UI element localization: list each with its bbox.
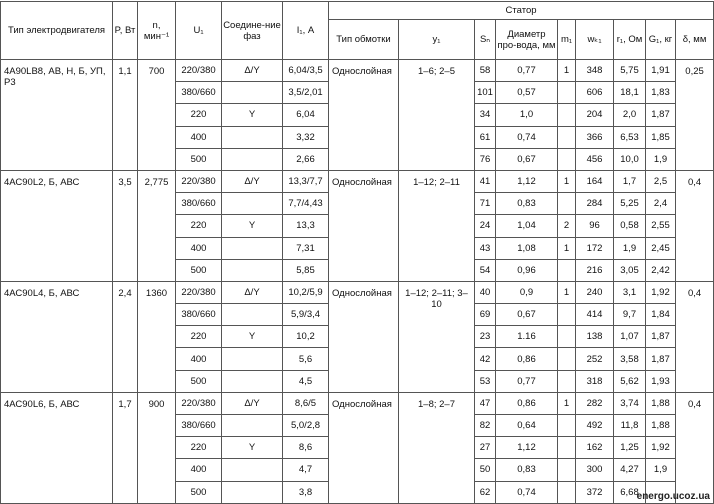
wk1-cell: 216 xyxy=(576,259,614,281)
r1-cell: 9,7 xyxy=(614,304,646,326)
power-cell: 3,5 xyxy=(113,170,138,281)
g1-cell: 1,88 xyxy=(646,415,676,437)
current-cell: 5,9/3,4 xyxy=(283,304,329,326)
m1-cell: 1 xyxy=(558,392,576,414)
r1-cell: 0,58 xyxy=(614,215,646,237)
wk1-cell: 282 xyxy=(576,392,614,414)
current-cell: 3,5/2,01 xyxy=(283,82,329,104)
g1-cell: 1,84 xyxy=(646,304,676,326)
voltage-cell: 500 xyxy=(176,370,222,392)
wk1-cell: 372 xyxy=(576,481,614,503)
y1-cell: 1–6; 2–5 xyxy=(399,60,475,171)
wire-diameter-cell: 1.16 xyxy=(496,326,558,348)
voltage-cell: 400 xyxy=(176,348,222,370)
current-cell: 3,32 xyxy=(283,126,329,148)
current-cell: 8,6 xyxy=(283,437,329,459)
sn-cell: 76 xyxy=(475,148,496,170)
m1-cell: 1 xyxy=(558,281,576,303)
connection-cell: Y xyxy=(222,437,283,459)
power-cell: 1,1 xyxy=(113,60,138,171)
wk1-cell: 96 xyxy=(576,215,614,237)
g1-cell: 1,87 xyxy=(646,348,676,370)
m1-cell xyxy=(558,459,576,481)
sn-cell: 34 xyxy=(475,104,496,126)
m1-cell: 1 xyxy=(558,170,576,192)
m1-cell xyxy=(558,193,576,215)
voltage-cell: 220 xyxy=(176,104,222,126)
power-cell: 2,4 xyxy=(113,281,138,392)
sn-cell: 27 xyxy=(475,437,496,459)
header-wire-diameter: Диаметр про-вода, мм xyxy=(496,20,558,60)
r1-cell: 5,62 xyxy=(614,370,646,392)
connection-cell xyxy=(222,415,283,437)
sn-cell: 61 xyxy=(475,126,496,148)
current-cell: 13,3/7,7 xyxy=(283,170,329,192)
current-cell: 6,04/3,5 xyxy=(283,60,329,82)
sn-cell: 24 xyxy=(475,215,496,237)
g1-cell: 1,93 xyxy=(646,370,676,392)
sn-cell: 50 xyxy=(475,459,496,481)
g1-cell: 1,83 xyxy=(646,82,676,104)
g1-cell: 2,4 xyxy=(646,193,676,215)
header-stator: Статор xyxy=(329,2,714,20)
voltage-cell: 220 xyxy=(176,215,222,237)
g1-cell: 1,92 xyxy=(646,281,676,303)
wire-diameter-cell: 1,12 xyxy=(496,170,558,192)
g1-cell: 1,92 xyxy=(646,437,676,459)
header-sn: Sₙ xyxy=(475,20,496,60)
sn-cell: 101 xyxy=(475,82,496,104)
voltage-cell: 500 xyxy=(176,259,222,281)
wire-diameter-cell: 1,12 xyxy=(496,437,558,459)
m1-cell xyxy=(558,82,576,104)
wire-diameter-cell: 0,74 xyxy=(496,126,558,148)
r1-cell: 4,27 xyxy=(614,459,646,481)
current-cell: 10,2 xyxy=(283,326,329,348)
connection-cell: Δ/Y xyxy=(222,60,283,82)
header-delta: δ, мм xyxy=(676,20,714,60)
sn-cell: 53 xyxy=(475,370,496,392)
g1-cell: 2,5 xyxy=(646,170,676,192)
current-cell: 2,66 xyxy=(283,148,329,170)
delta-cell: 0,4 xyxy=(676,392,714,503)
connection-cell: Y xyxy=(222,326,283,348)
speed-cell: 1360 xyxy=(138,281,176,392)
r1-cell: 1,7 xyxy=(614,170,646,192)
connection-cell xyxy=(222,304,283,326)
sn-cell: 82 xyxy=(475,415,496,437)
watermark: energo.ucoz.ua xyxy=(636,491,710,502)
sn-cell: 47 xyxy=(475,392,496,414)
g1-cell: 2,42 xyxy=(646,259,676,281)
voltage-cell: 220/380 xyxy=(176,170,222,192)
wk1-cell: 172 xyxy=(576,237,614,259)
sn-cell: 54 xyxy=(475,259,496,281)
table-body xyxy=(1,60,714,504)
m1-cell xyxy=(558,437,576,459)
motor-type-cell: 4А90LB8, АВ, Н, Б, УП, Р3 xyxy=(1,60,113,171)
voltage-cell: 380/660 xyxy=(176,415,222,437)
voltage-cell: 220 xyxy=(176,326,222,348)
g1-cell: 2,55 xyxy=(646,215,676,237)
wire-diameter-cell: 0,83 xyxy=(496,193,558,215)
winding-type-cell: Однослойная xyxy=(329,60,399,171)
power-cell: 1,7 xyxy=(113,392,138,503)
r1-cell: 3,1 xyxy=(614,281,646,303)
wire-diameter-cell: 0,57 xyxy=(496,82,558,104)
r1-cell: 3,74 xyxy=(614,392,646,414)
wk1-cell: 240 xyxy=(576,281,614,303)
g1-cell: 1,85 xyxy=(646,126,676,148)
m1-cell xyxy=(558,326,576,348)
m1-cell: 1 xyxy=(558,237,576,259)
wire-diameter-cell: 0,67 xyxy=(496,148,558,170)
sn-cell: 43 xyxy=(475,237,496,259)
wk1-cell: 366 xyxy=(576,126,614,148)
speed-cell: 2,775 xyxy=(138,170,176,281)
table-row xyxy=(1,281,714,303)
r1-cell: 1,07 xyxy=(614,326,646,348)
m1-cell xyxy=(558,370,576,392)
y1-cell: 1–8; 2–7 xyxy=(399,392,475,503)
header-i1: I₁, А xyxy=(283,2,329,60)
connection-cell: Y xyxy=(222,215,283,237)
y1-cell: 1–12; 2–11; 3–10 xyxy=(399,281,475,392)
wk1-cell: 300 xyxy=(576,459,614,481)
r1-cell: 6,53 xyxy=(614,126,646,148)
delta-cell: 0,25 xyxy=(676,60,714,171)
sn-cell: 42 xyxy=(475,348,496,370)
current-cell: 4,5 xyxy=(283,370,329,392)
wire-diameter-cell: 0,77 xyxy=(496,60,558,82)
m1-cell xyxy=(558,415,576,437)
current-cell: 10,2/5,9 xyxy=(283,281,329,303)
motor-type-cell: 4АС90L2, Б, АВС xyxy=(1,170,113,281)
winding-type-cell: Однослойная xyxy=(329,392,399,503)
header-wk1: wₖ₁ xyxy=(576,20,614,60)
wire-diameter-cell: 0,77 xyxy=(496,370,558,392)
motor-type-cell: 4АС90L6, Б, АВС xyxy=(1,392,113,503)
connection-cell xyxy=(222,370,283,392)
winding-type-cell: Однослойная xyxy=(329,170,399,281)
g1-cell: 1,9 xyxy=(646,459,676,481)
voltage-cell: 500 xyxy=(176,481,222,503)
wire-diameter-cell: 0,83 xyxy=(496,459,558,481)
voltage-cell: 500 xyxy=(176,148,222,170)
r1-cell: 10,0 xyxy=(614,148,646,170)
winding-type-cell: Однослойная xyxy=(329,281,399,392)
wire-diameter-cell: 0,9 xyxy=(496,281,558,303)
wk1-cell: 252 xyxy=(576,348,614,370)
y1-cell: 1–12; 2–11 xyxy=(399,170,475,281)
g1-cell: 1,88 xyxy=(646,392,676,414)
delta-cell: 0,4 xyxy=(676,170,714,281)
wk1-cell: 414 xyxy=(576,304,614,326)
sn-cell: 69 xyxy=(475,304,496,326)
current-cell: 7,7/4,43 xyxy=(283,193,329,215)
m1-cell xyxy=(558,126,576,148)
sn-cell: 41 xyxy=(475,170,496,192)
wire-diameter-cell: 0,86 xyxy=(496,392,558,414)
header-g1: G₁, кг xyxy=(646,20,676,60)
r1-cell: 1,25 xyxy=(614,437,646,459)
wk1-cell: 606 xyxy=(576,82,614,104)
voltage-cell: 220/380 xyxy=(176,281,222,303)
sn-cell: 40 xyxy=(475,281,496,303)
header-speed: n, мин⁻¹ xyxy=(138,2,176,60)
g1-cell: 1,87 xyxy=(646,326,676,348)
r1-cell: 3,58 xyxy=(614,348,646,370)
connection-cell: Δ/Y xyxy=(222,392,283,414)
wk1-cell: 284 xyxy=(576,193,614,215)
wk1-cell: 164 xyxy=(576,170,614,192)
voltage-cell: 220/380 xyxy=(176,60,222,82)
r1-cell: 1,9 xyxy=(614,237,646,259)
wire-diameter-cell: 0,67 xyxy=(496,304,558,326)
wire-diameter-cell: 1,0 xyxy=(496,104,558,126)
wk1-cell: 318 xyxy=(576,370,614,392)
current-cell: 4,7 xyxy=(283,459,329,481)
voltage-cell: 380/660 xyxy=(176,193,222,215)
wk1-cell: 162 xyxy=(576,437,614,459)
g1-cell: 1,9 xyxy=(646,148,676,170)
connection-cell xyxy=(222,259,283,281)
r1-cell: 18,1 xyxy=(614,82,646,104)
wk1-cell: 204 xyxy=(576,104,614,126)
voltage-cell: 220/380 xyxy=(176,392,222,414)
m1-cell: 2 xyxy=(558,215,576,237)
header-connection: Соедине-ние фаз xyxy=(222,2,283,60)
sn-cell: 58 xyxy=(475,60,496,82)
m1-cell xyxy=(558,348,576,370)
voltage-cell: 380/660 xyxy=(176,82,222,104)
wire-diameter-cell: 0,74 xyxy=(496,481,558,503)
r1-cell: 6,68 xyxy=(614,481,646,503)
motor-type-cell: 4АС90L4, Б, АВС xyxy=(1,281,113,392)
motor-winding-table xyxy=(0,1,714,504)
current-cell: 8,6/5 xyxy=(283,392,329,414)
m1-cell: 1 xyxy=(558,60,576,82)
header-y1: y₁ xyxy=(399,20,475,60)
r1-cell: 3,05 xyxy=(614,259,646,281)
connection-cell xyxy=(222,126,283,148)
wk1-cell: 138 xyxy=(576,326,614,348)
wk1-cell: 348 xyxy=(576,60,614,82)
current-cell: 3,8 xyxy=(283,481,329,503)
sn-cell: 23 xyxy=(475,326,496,348)
table-row xyxy=(1,170,714,192)
wk1-cell: 456 xyxy=(576,148,614,170)
speed-cell: 700 xyxy=(138,60,176,171)
wire-diameter-cell: 0,96 xyxy=(496,259,558,281)
m1-cell xyxy=(558,481,576,503)
header-u1: U₁ xyxy=(176,2,222,60)
connection-cell xyxy=(222,459,283,481)
current-cell: 13,3 xyxy=(283,215,329,237)
header-r1: r₁, Ом xyxy=(614,20,646,60)
m1-cell xyxy=(558,104,576,126)
speed-cell: 900 xyxy=(138,392,176,503)
connection-cell xyxy=(222,148,283,170)
current-cell: 5,85 xyxy=(283,259,329,281)
connection-cell: Δ/Y xyxy=(222,170,283,192)
r1-cell: 2,0 xyxy=(614,104,646,126)
r1-cell: 5,25 xyxy=(614,193,646,215)
r1-cell: 5,75 xyxy=(614,60,646,82)
current-cell: 5,6 xyxy=(283,348,329,370)
connection-cell xyxy=(222,82,283,104)
table-row xyxy=(1,60,714,82)
wk1-cell: 492 xyxy=(576,415,614,437)
voltage-cell: 220 xyxy=(176,437,222,459)
wire-diameter-cell: 0,86 xyxy=(496,348,558,370)
connection-cell xyxy=(222,237,283,259)
connection-cell: Δ/Y xyxy=(222,281,283,303)
voltage-cell: 380/660 xyxy=(176,304,222,326)
m1-cell xyxy=(558,148,576,170)
g1-cell: 1,91 xyxy=(646,60,676,82)
sn-cell: 62 xyxy=(475,481,496,503)
wire-diameter-cell: 0,64 xyxy=(496,415,558,437)
m1-cell xyxy=(558,304,576,326)
g1-cell: 1,87 xyxy=(646,104,676,126)
r1-cell: 11,8 xyxy=(614,415,646,437)
connection-cell xyxy=(222,481,283,503)
header-winding-type: Тип обмотки xyxy=(329,20,399,60)
current-cell: 7,31 xyxy=(283,237,329,259)
current-cell: 6,04 xyxy=(283,104,329,126)
connection-cell: Y xyxy=(222,104,283,126)
delta-cell: 0,4 xyxy=(676,281,714,392)
sn-cell: 71 xyxy=(475,193,496,215)
m1-cell xyxy=(558,259,576,281)
connection-cell xyxy=(222,348,283,370)
header-m1: m₁ xyxy=(558,20,576,60)
current-cell: 5,0/2,8 xyxy=(283,415,329,437)
table-row xyxy=(1,392,714,414)
header-type: Тип электродвигателя xyxy=(1,2,113,60)
wire-diameter-cell: 1,04 xyxy=(496,215,558,237)
voltage-cell: 400 xyxy=(176,459,222,481)
g1-cell: 2,45 xyxy=(646,237,676,259)
voltage-cell: 400 xyxy=(176,126,222,148)
voltage-cell: 400 xyxy=(176,237,222,259)
wire-diameter-cell: 1,08 xyxy=(496,237,558,259)
header-power: P, Вт xyxy=(113,2,138,60)
connection-cell xyxy=(222,193,283,215)
